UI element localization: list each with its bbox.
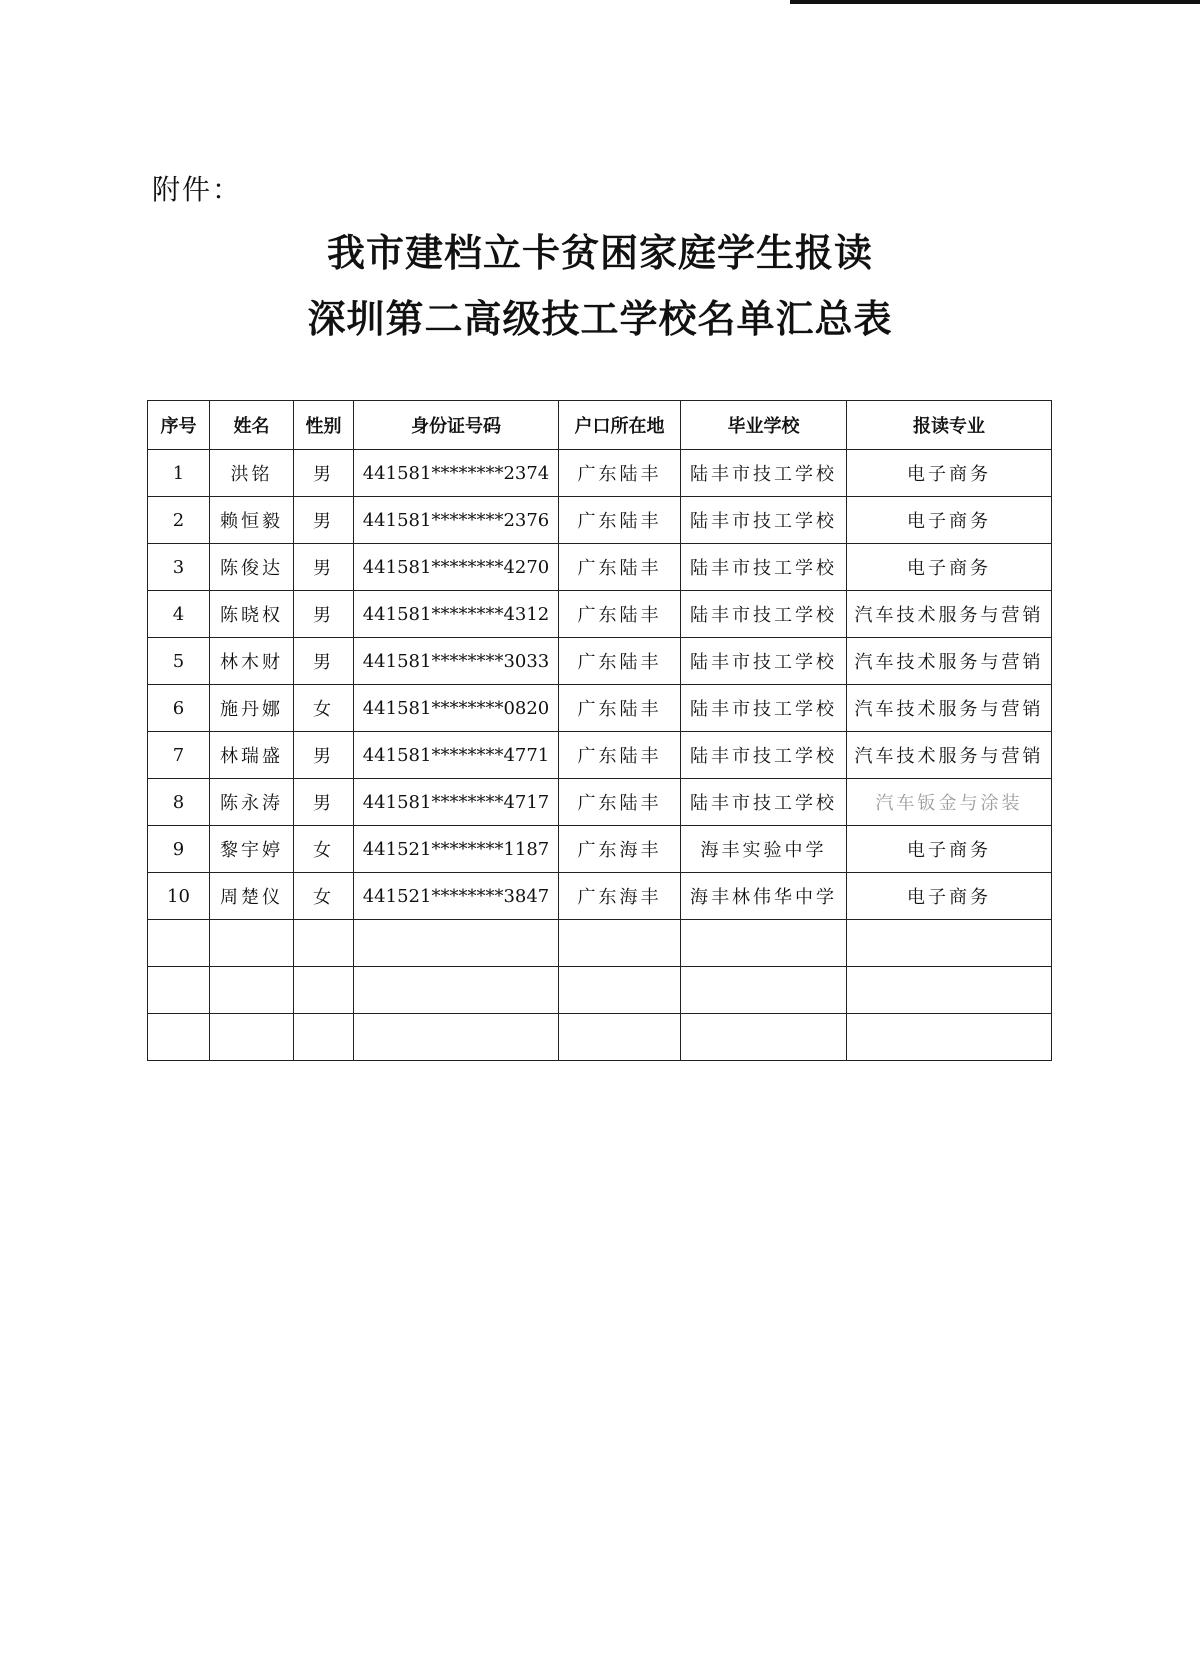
cell-school: 陆丰市技工学校 [681,544,847,591]
empty-cell [847,967,1052,1014]
cell-id: 441581********4312 [354,591,559,638]
cell-name: 黎宇婷 [210,826,294,873]
cell-hukou: 广东海丰 [559,826,681,873]
cell-no: 6 [148,685,210,732]
cell-gender: 男 [294,497,354,544]
empty-cell [148,1014,210,1061]
cell-gender: 男 [294,732,354,779]
empty-cell [847,1014,1052,1061]
header-hukou: 户口所在地 [559,401,681,450]
cell-gender: 男 [294,779,354,826]
scan-edge [790,0,1200,4]
cell-hukou: 广东陆丰 [559,450,681,497]
cell-school: 陆丰市技工学校 [681,732,847,779]
cell-gender: 男 [294,450,354,497]
page-title-line1: 我市建档立卡贫困家庭学生报读 [326,230,873,275]
cell-name: 陈俊达 [210,544,294,591]
cell-no: 3 [148,544,210,591]
cell-major: 电子商务 [847,450,1052,497]
cell-no: 1 [148,450,210,497]
cell-school: 陆丰市技工学校 [681,779,847,826]
cell-name: 施丹娜 [210,685,294,732]
empty-cell [559,1014,681,1061]
cell-gender: 女 [294,826,354,873]
cell-hukou: 广东海丰 [559,873,681,920]
empty-cell [354,1014,559,1061]
table-row [148,779,1052,826]
cell-gender: 男 [294,638,354,685]
empty-cell [559,920,681,967]
cell-hukou: 广东陆丰 [559,591,681,638]
cell-hukou: 广东陆丰 [559,497,681,544]
cell-no: 2 [148,497,210,544]
header-name: 姓名 [210,401,294,450]
empty-table-row [148,920,1052,967]
empty-cell [148,967,210,1014]
table-row [148,497,1052,544]
page-title-line2: 深圳第二高级技工学校名单汇总表 [307,296,893,341]
header-gender: 性别 [294,401,354,450]
cell-major: 汽车技术服务与营销 [847,638,1052,685]
cell-id: 441581********4771 [354,732,559,779]
table-row [148,685,1052,732]
cell-school: 陆丰市技工学校 [681,685,847,732]
cell-hukou: 广东陆丰 [559,685,681,732]
empty-cell [559,967,681,1014]
cell-major: 汽车技术服务与营销 [847,685,1052,732]
empty-cell [354,967,559,1014]
empty-cell [210,967,294,1014]
empty-cell [681,1014,847,1061]
table-row [148,732,1052,779]
cell-no: 9 [148,826,210,873]
cell-no: 8 [148,779,210,826]
cell-hukou: 广东陆丰 [559,779,681,826]
cell-gender: 女 [294,873,354,920]
empty-cell [354,920,559,967]
cell-id: 441581********0820 [354,685,559,732]
cell-school: 陆丰市技工学校 [681,638,847,685]
cell-id: 441521********1187 [354,826,559,873]
cell-no: 4 [148,591,210,638]
cell-no: 5 [148,638,210,685]
cell-id: 441521********3847 [354,873,559,920]
empty-cell [294,967,354,1014]
cell-name: 陈晓权 [210,591,294,638]
cell-name: 林木财 [210,638,294,685]
cell-major: 电子商务 [847,826,1052,873]
cell-major: 电子商务 [847,497,1052,544]
header-no: 序号 [148,401,210,450]
header-id: 身份证号码 [354,401,559,450]
cell-name: 林瑞盛 [210,732,294,779]
cell-name: 赖恒毅 [210,497,294,544]
cell-gender: 男 [294,591,354,638]
cell-school: 陆丰市技工学校 [681,591,847,638]
cell-id: 441581********4270 [354,544,559,591]
cell-major: 电子商务 [847,544,1052,591]
cell-school: 陆丰市技工学校 [681,450,847,497]
header-school: 毕业学校 [681,401,847,450]
table-header-row [148,401,1052,450]
header-major: 报读专业 [847,401,1052,450]
cell-gender: 女 [294,685,354,732]
cell-name: 洪铭 [210,450,294,497]
cell-school: 海丰林伟华中学 [681,873,847,920]
empty-table-row [148,967,1052,1014]
cell-id: 441581********3033 [354,638,559,685]
cell-hukou: 广东陆丰 [559,638,681,685]
cell-name: 周楚仪 [210,873,294,920]
cell-id: 441581********4717 [354,779,559,826]
table-row [148,638,1052,685]
attachment-label: 附件： [152,173,243,206]
cell-no: 7 [148,732,210,779]
table-row [148,826,1052,873]
cell-gender: 男 [294,544,354,591]
empty-cell [294,920,354,967]
cell-major: 汽车技术服务与营销 [847,732,1052,779]
empty-cell [294,1014,354,1061]
table-row [148,544,1052,591]
cell-major: 汽车钣金与涂装 [847,779,1052,826]
table-row [148,873,1052,920]
table-row [148,450,1052,497]
cell-major: 电子商务 [847,873,1052,920]
student-roster-table [147,400,1052,1061]
empty-table-row [148,1014,1052,1061]
table-row [148,591,1052,638]
cell-major: 汽车技术服务与营销 [847,591,1052,638]
empty-cell [681,920,847,967]
empty-cell [148,920,210,967]
cell-school: 陆丰市技工学校 [681,497,847,544]
cell-school: 海丰实验中学 [681,826,847,873]
cell-hukou: 广东陆丰 [559,544,681,591]
empty-cell [210,920,294,967]
empty-cell [847,920,1052,967]
cell-id: 441581********2374 [354,450,559,497]
empty-cell [681,967,847,1014]
cell-name: 陈永涛 [210,779,294,826]
cell-no: 10 [148,873,210,920]
cell-hukou: 广东陆丰 [559,732,681,779]
cell-id: 441581********2376 [354,497,559,544]
empty-cell [210,1014,294,1061]
